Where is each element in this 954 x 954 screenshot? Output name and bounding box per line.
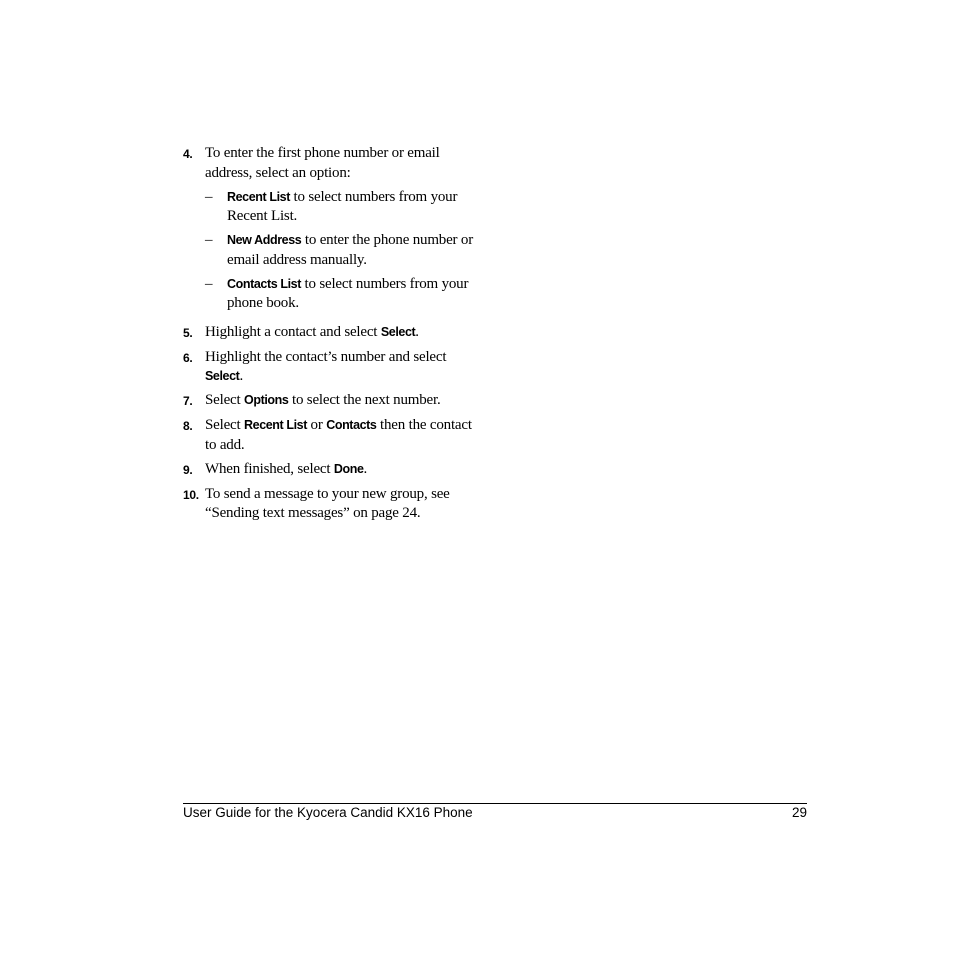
step-text: Highlight a contact and select <box>205 323 381 340</box>
page-footer <box>183 805 807 821</box>
step-text-end: then the contact to add. <box>205 417 472 453</box>
step-body <box>205 144 483 318</box>
page-number: 29 <box>791 805 807 820</box>
option-text <box>227 231 483 270</box>
ui-label-contacts: Contacts <box>326 418 377 432</box>
step-body <box>205 416 483 455</box>
step-text: Select <box>205 392 245 408</box>
instruction-list <box>183 144 483 528</box>
option-list <box>205 188 483 314</box>
step-4 <box>183 144 483 318</box>
step-body <box>205 460 483 481</box>
step-text-end: . <box>415 323 419 340</box>
ui-label-options: Options <box>244 393 289 407</box>
step-body <box>205 348 483 387</box>
step-text-end: . <box>363 460 368 477</box>
option-description: to select numbers from your phone book. <box>227 275 469 311</box>
step-8 <box>183 416 483 455</box>
dash-bullet: – <box>205 232 213 248</box>
step-5 <box>183 323 483 344</box>
step-text: To send a message to your new group, see “Sending text messages” on page 24. <box>205 485 450 521</box>
ui-label-select: Select <box>380 324 416 339</box>
ui-label-select: Select <box>205 369 240 383</box>
step-number: 6. <box>183 350 193 365</box>
option-contacts-list <box>205 275 483 314</box>
step-number: 8. <box>183 419 193 433</box>
option-text <box>227 275 483 314</box>
dash-bullet: – <box>205 188 213 205</box>
ui-label-recent-list: Recent List <box>227 189 290 204</box>
dash-bullet: – <box>205 275 213 292</box>
option-description: to select numbers from your Recent List. <box>227 188 458 224</box>
option-recent-list <box>205 188 483 227</box>
ui-label-done: Done <box>333 461 364 476</box>
step-body <box>205 323 483 344</box>
step-number: 7. <box>183 394 193 408</box>
step-6 <box>183 348 483 387</box>
footer-divider <box>183 803 807 804</box>
step-9 <box>183 460 483 481</box>
step-number: 4. <box>183 147 193 161</box>
step-10 <box>183 485 483 524</box>
step-text-mid: or <box>307 417 327 433</box>
option-description: to enter the phone number or email address manually. <box>227 232 473 268</box>
step-text: To enter the first phone number or email address, select an option: <box>205 145 440 181</box>
ui-label-recent-list: Recent List <box>244 418 307 432</box>
step-text-end: . <box>239 368 243 384</box>
option-text <box>227 188 483 227</box>
step-number: 5. <box>183 325 193 340</box>
ui-label-contacts-list: Contacts List <box>227 276 301 291</box>
option-new-address <box>205 231 483 270</box>
step-text-end: to select the next number. <box>288 392 441 408</box>
step-number: 9. <box>183 462 193 477</box>
step-text: When finished, select <box>205 460 334 477</box>
step-7 <box>183 391 483 412</box>
step-body <box>205 391 483 412</box>
ui-label-new-address: New Address <box>227 233 302 247</box>
footer-title: User Guide for the Kyocera Candid KX16 Phone <box>183 805 473 820</box>
step-text: Select <box>205 417 245 433</box>
step-number: 10. <box>183 487 199 502</box>
step-text: Highlight the contact’s number and select <box>205 348 447 365</box>
